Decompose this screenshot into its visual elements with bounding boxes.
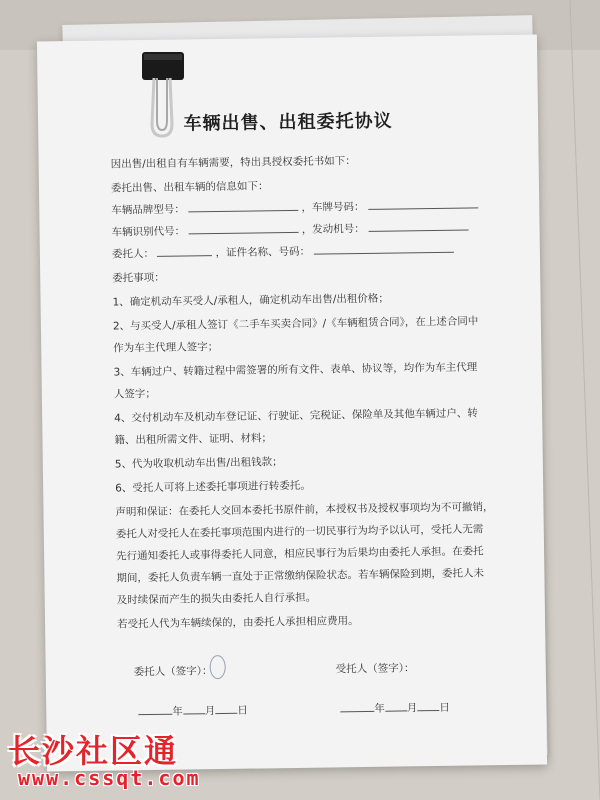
engine-label: ，发动机号： bbox=[301, 222, 365, 236]
plate-field[interactable] bbox=[368, 197, 478, 210]
agent-signature-label: 受托人（签字）： bbox=[335, 662, 415, 676]
declaration-line-4: 期间，委托人负责车辆一直处于正常缴纳保险状态。若车辆保险到期，委托人未 bbox=[116, 567, 484, 585]
declaration-line-5: 及时续保而产生的损失由委托人自行承担。 bbox=[116, 591, 317, 607]
principal-label: 委托人： bbox=[111, 247, 154, 261]
item-2b: 作为车主代理人签字； bbox=[113, 341, 219, 355]
principal-year-field[interactable] bbox=[138, 704, 172, 715]
agent-date bbox=[340, 700, 450, 717]
principal-day-field[interactable] bbox=[215, 703, 237, 714]
brand-field[interactable] bbox=[188, 200, 298, 213]
brand-label: 车辆品牌型号： bbox=[111, 203, 185, 217]
declaration-line-2: 委托人对受托人在委托事项范围内进行的一切民事行为均予以认可，受托人无需 bbox=[115, 523, 484, 541]
page-title: 车辆出售、出租委托协议 bbox=[183, 110, 393, 135]
year-label: 年 bbox=[172, 705, 183, 718]
brand-row bbox=[111, 197, 478, 217]
agent-year-label: 年 bbox=[374, 702, 385, 715]
declaration-line-3: 先行通知委托人或事得委托人同意，相应民事行为后果均由委托人承担。在委托 bbox=[116, 545, 484, 563]
item-5: 5、代为收取机动车出售/出租钱款； bbox=[114, 456, 283, 471]
month-label: 月 bbox=[204, 705, 216, 718]
principal-date bbox=[138, 703, 248, 720]
engine-field[interactable] bbox=[368, 220, 468, 232]
item-3b: 人签字； bbox=[113, 387, 156, 401]
vin-field[interactable] bbox=[188, 222, 298, 235]
watermark-logo: 长沙社区通 bbox=[8, 732, 179, 770]
matters-label: 委托事项： bbox=[112, 271, 165, 285]
intro-text: 因出售/出租自有车辆需要，特出具授权委托书如下： bbox=[110, 155, 356, 171]
agent-day-field[interactable] bbox=[417, 700, 439, 711]
signature-mark bbox=[210, 655, 226, 679]
agent-month-field[interactable] bbox=[385, 700, 407, 711]
principal-field[interactable] bbox=[157, 245, 212, 257]
agent-year-field[interactable] bbox=[340, 701, 374, 712]
agent-day-label: 日 bbox=[439, 701, 450, 714]
principal-month-field[interactable] bbox=[183, 703, 205, 714]
watermark-url: www.cssqt.com bbox=[18, 766, 201, 790]
item-4a: 4、交付机动车及机动车登记证、行驶证、完税证、保险单及其他车辆过户、转 bbox=[114, 407, 478, 425]
item-3a: 3、车辆过户、转籍过程中需签署的所有文件、表单、协议等，均作为车主代理 bbox=[113, 361, 478, 379]
agent-month-label: 月 bbox=[406, 702, 418, 715]
item-2a: 2、与买受人/承租人签订《二手车买卖合同》/《车辆租赁合同》，在上述合同中 bbox=[112, 315, 479, 333]
vehicle-info-label: 委托出售、出租车辆的信息如下： bbox=[110, 180, 269, 195]
principal-row bbox=[112, 242, 454, 262]
declaration-line-6: 若受托人代为车辆续保的，由委托人承担相应费用。 bbox=[116, 615, 359, 631]
id-field[interactable] bbox=[313, 242, 453, 255]
item-1: 1、确定机动车买受人/承租人，确定机动车出售/出租价格； bbox=[112, 292, 389, 309]
id-label: ，证件名称、号码： bbox=[215, 245, 311, 260]
item-6: 6、受托人可将上述委托事项进行转委托。 bbox=[115, 479, 311, 495]
principal-signature-label: 委托人（签字）： bbox=[133, 665, 213, 679]
binder-clip-icon bbox=[140, 44, 190, 144]
vin-row bbox=[111, 220, 468, 240]
item-4b: 籍、出租所需文件、证明、材料； bbox=[114, 432, 273, 447]
declaration-line-1: 声明和保证：在委托人交回本委托书原件前，本授权书及授权事项均为不可撤销， bbox=[115, 501, 494, 519]
plate-label: ，车牌号码： bbox=[301, 200, 365, 214]
agreement-page bbox=[37, 35, 547, 772]
vin-label: 车辆识别代号： bbox=[111, 225, 186, 239]
day-label: 日 bbox=[237, 704, 248, 717]
